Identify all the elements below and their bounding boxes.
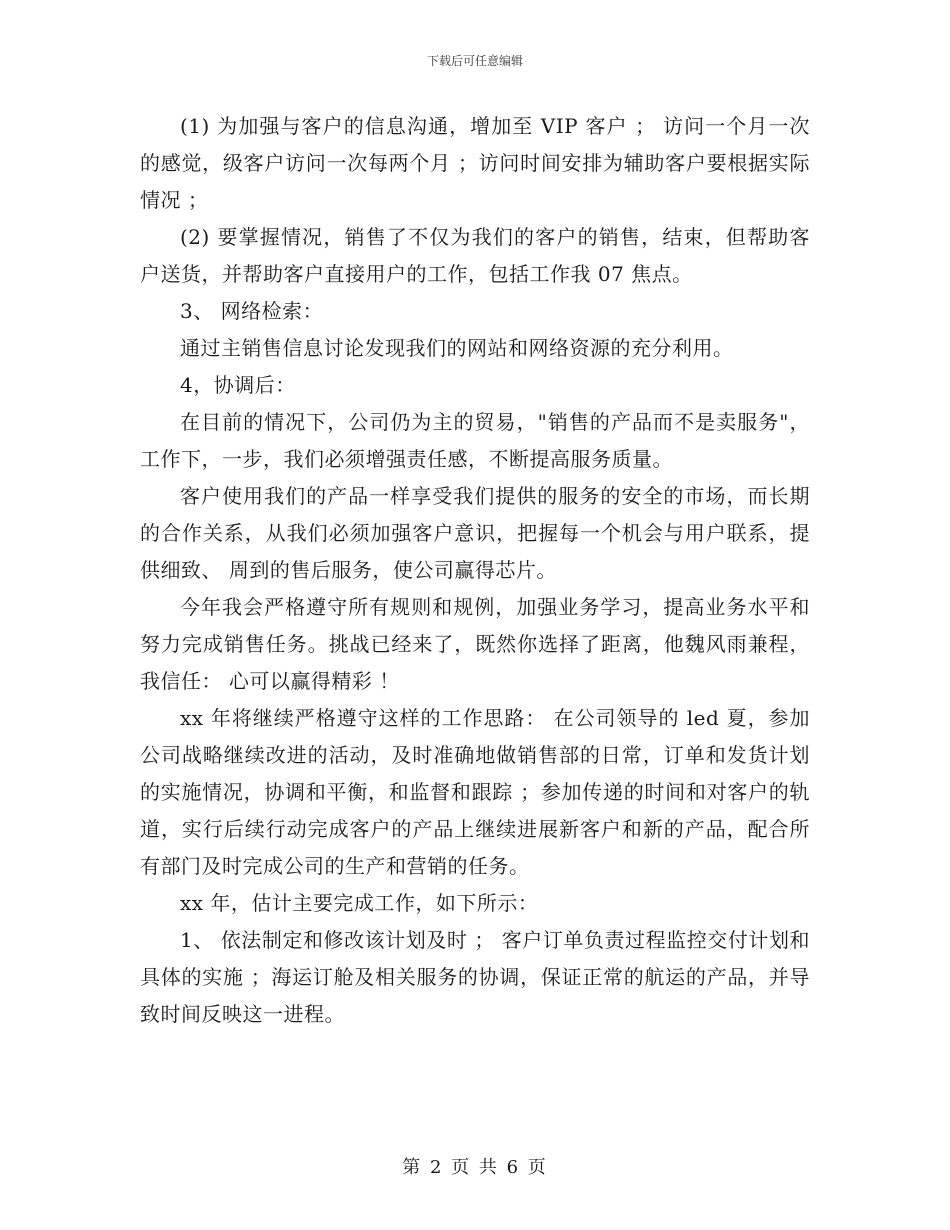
paragraph-4: 通过主销售信息讨论发现我们的网站和网络资源的充分利用。 xyxy=(180,336,734,360)
paragraph-7: 客户使用我们的产品一样享受我们提供的服务的安全的市场，而长期的合作关系，从我们必须加强客户意识，把握每一个机会与用户联系，提供细致、 周到的售后服务，使公司赢得芯片。 xyxy=(140,484,810,582)
paragraph-10: xx 年，估计主要完成工作，如下所示： xyxy=(180,891,539,915)
paragraph-2: (2) 要掌握情况，销售了不仅为我们的客户的销售，结束，但帮助客户送货，并帮助客户直接用户的工作，包括工作我 07 焦点。 xyxy=(140,225,810,286)
document-body xyxy=(140,108,810,1033)
page-header: 下载后可任意编辑 xyxy=(426,54,523,68)
paragraph-8: 今年我会严格遵守所有规则和规例，加强业务学习，提高业务水平和努力完成销售任务。挑战已经来了，既然你选择了距离，他魏风雨兼程，我信任： 心可以赢得精彩 ！ xyxy=(140,595,810,693)
paragraph-6: 在目前的情况下，公司仍为主的贸易，"销售的产品而不是卖服务"，工作下，一步，我们必须增强责任感，不断提高服务质量。 xyxy=(140,410,810,471)
paragraph-5: 4，协调后： xyxy=(180,373,296,397)
paragraph-1: (1) 为加强与客户的信息沟通，增加至 VIP 客户 ； 访问一个月一次的感觉，级客户访问一次每两个月 ；访问时间安排为辅助客户要根据实际情况 ； xyxy=(140,114,810,212)
paragraph-11: 1、 依法制定和修改该计划及时 ； 客户订单负责过程监控交付计划和具体的实施 ；海运订舱及相关服务的协调，保证正常的航运的产品，并导致时间反映这一进程。 xyxy=(140,928,810,1026)
paragraph-3: 3、 网络检索： xyxy=(180,299,324,323)
page-number-footer: 第 2 页 共 6 页 xyxy=(402,1157,548,1178)
paragraph-9: xx 年将继续严格遵守这样的工作思路： 在公司领导的 led 夏，参加公司战略继续改进的活动，及时准确地做销售部的日常，订单和发货计划的实施情况，协调和平衡，和监督和跟踪 ；参加传递的时间和对客户的轨道，实行后续行动完成客户的产品上继续进展新客户和新的产品，配合所有部门及时完成公司的生产和营销的任务。 xyxy=(140,706,810,878)
